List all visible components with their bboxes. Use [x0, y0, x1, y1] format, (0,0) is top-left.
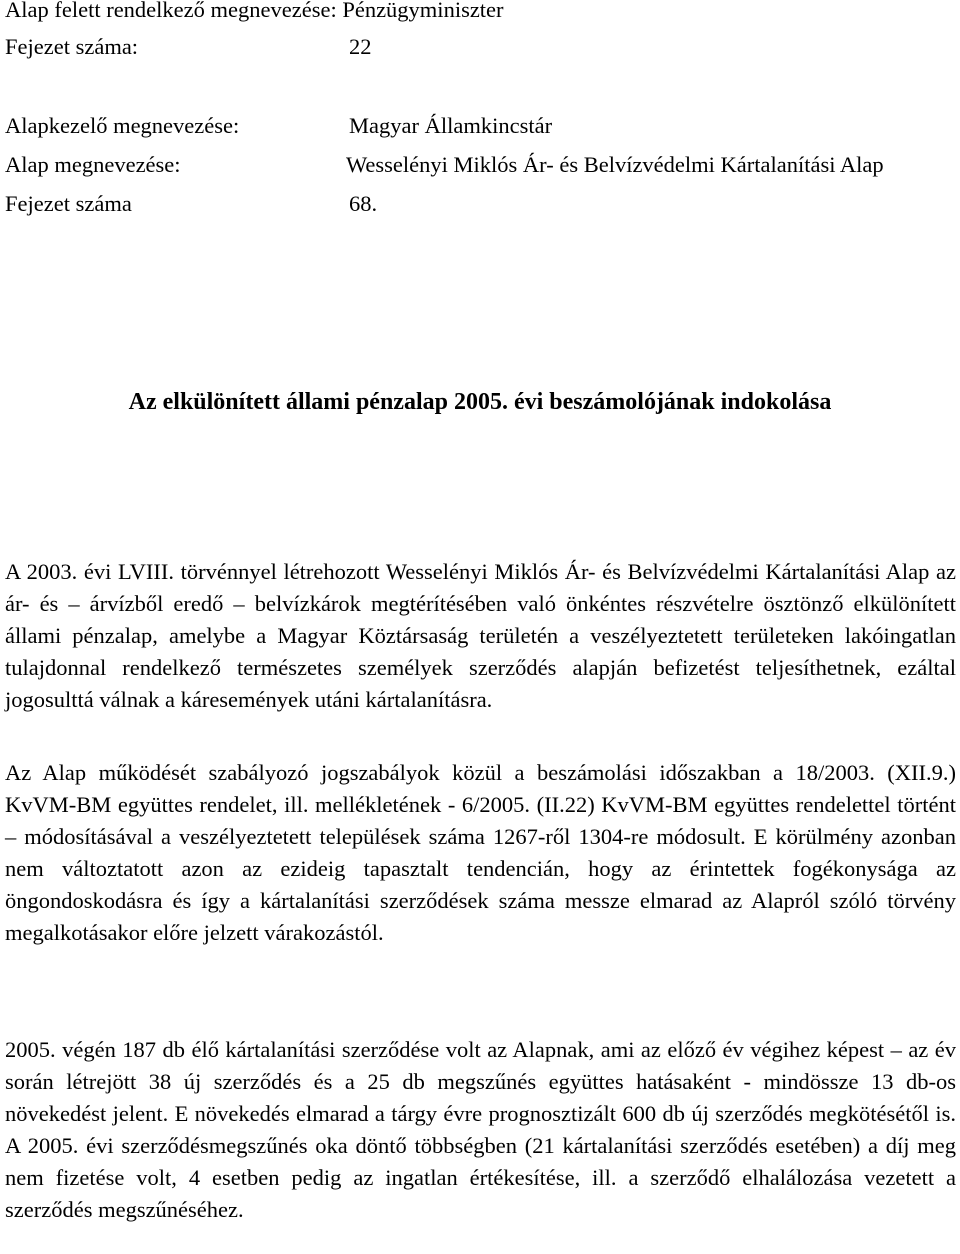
paragraph-1: A 2003. évi LVIII. törvénnyel létrehozott Wesselényi Miklós Ár- és Belvízvédelmi Kártalanítási Alap az ár- és – árvízből eredő – belvízkárok megtérítésében való önkéntes részvételre ösztönző elkülönített állami pénzalap, amelybe a Magyar Köztársaság területén a veszélyeztetett területeken lakóingatlan tulajdonnal rendelkező természetes személyek szerződés alapján befizetést teljesíthetnek, ezáltal jogosulttá válnak a káresemények utáni kártalanításra. — [5, 559, 956, 712]
fejezet-1-value: 22 — [349, 34, 372, 59]
alap-felett-text: Alap felett rendelkező megnevezése: Pénzügyminiszter — [5, 0, 504, 22]
fejezet-1-label: Fejezet száma: — [5, 34, 139, 59]
fejezet-2-value: 68. — [349, 191, 378, 216]
alapkezelo-label: Alapkezelő megnevezése: — [5, 113, 240, 138]
alapkezelo-value: Magyar Államkincstár — [349, 113, 553, 138]
paragraph-2: Az Alap működését szabályozó jogszabályok közül a beszámolási időszakban a 18/2003. (XII.9.) KvVM-BM együttes rendelet, ill. mellékletének - 6/2005. (II.22) KvVM-BM együttes rendelettel történt – módosításával a veszélyeztetett települések száma 1267-ről 1304-re módosult. E körülmény azonban nem változtatott azon az ezideig tapasztalt tendencián, hogy az érintettek fogékonysága az öngondoskodásra és így a kártalanítási szerződések száma messze elmarad az Alapról szóló törvény megalkotásakor előre jelzett várakozástól. — [5, 760, 956, 945]
document-title: Az elkülönített állami pénzalap 2005. évi beszámolójának indokolása — [128, 389, 832, 415]
alap-value: Wesselényi Miklós Ár- és Belvízvédelmi Kártalanítási Alap — [346, 152, 884, 177]
paragraph-3: 2005. végén 187 db élő kártalanítási szerződése volt az Alapnak, ami az előző év végihez képest – az év során létrejött 38 új szerződés és a 25 db megszűnés együttes hatásaként - mindössze 13 db-os növekedést jelent. E növekedés elmarad a tárgy évre prognosztizált 600 db új szerződés megkötésétől is. A 2005. évi szerződésmegszűnés oka döntő többségben (21 kártalanítási szerződés esetében) a díj meg nem fizetése volt, 4 esetben pedig az ingatlan értékesítése, ill. a szerződő elhalálozása vezetett a szerződés megszűnéséhez. — [5, 1037, 956, 1222]
header-line-alap-felett — [5, 0, 504, 26]
alap-label: Alap megnevezése: — [5, 152, 181, 177]
fejezet-2-label: Fejezet száma — [5, 191, 132, 216]
